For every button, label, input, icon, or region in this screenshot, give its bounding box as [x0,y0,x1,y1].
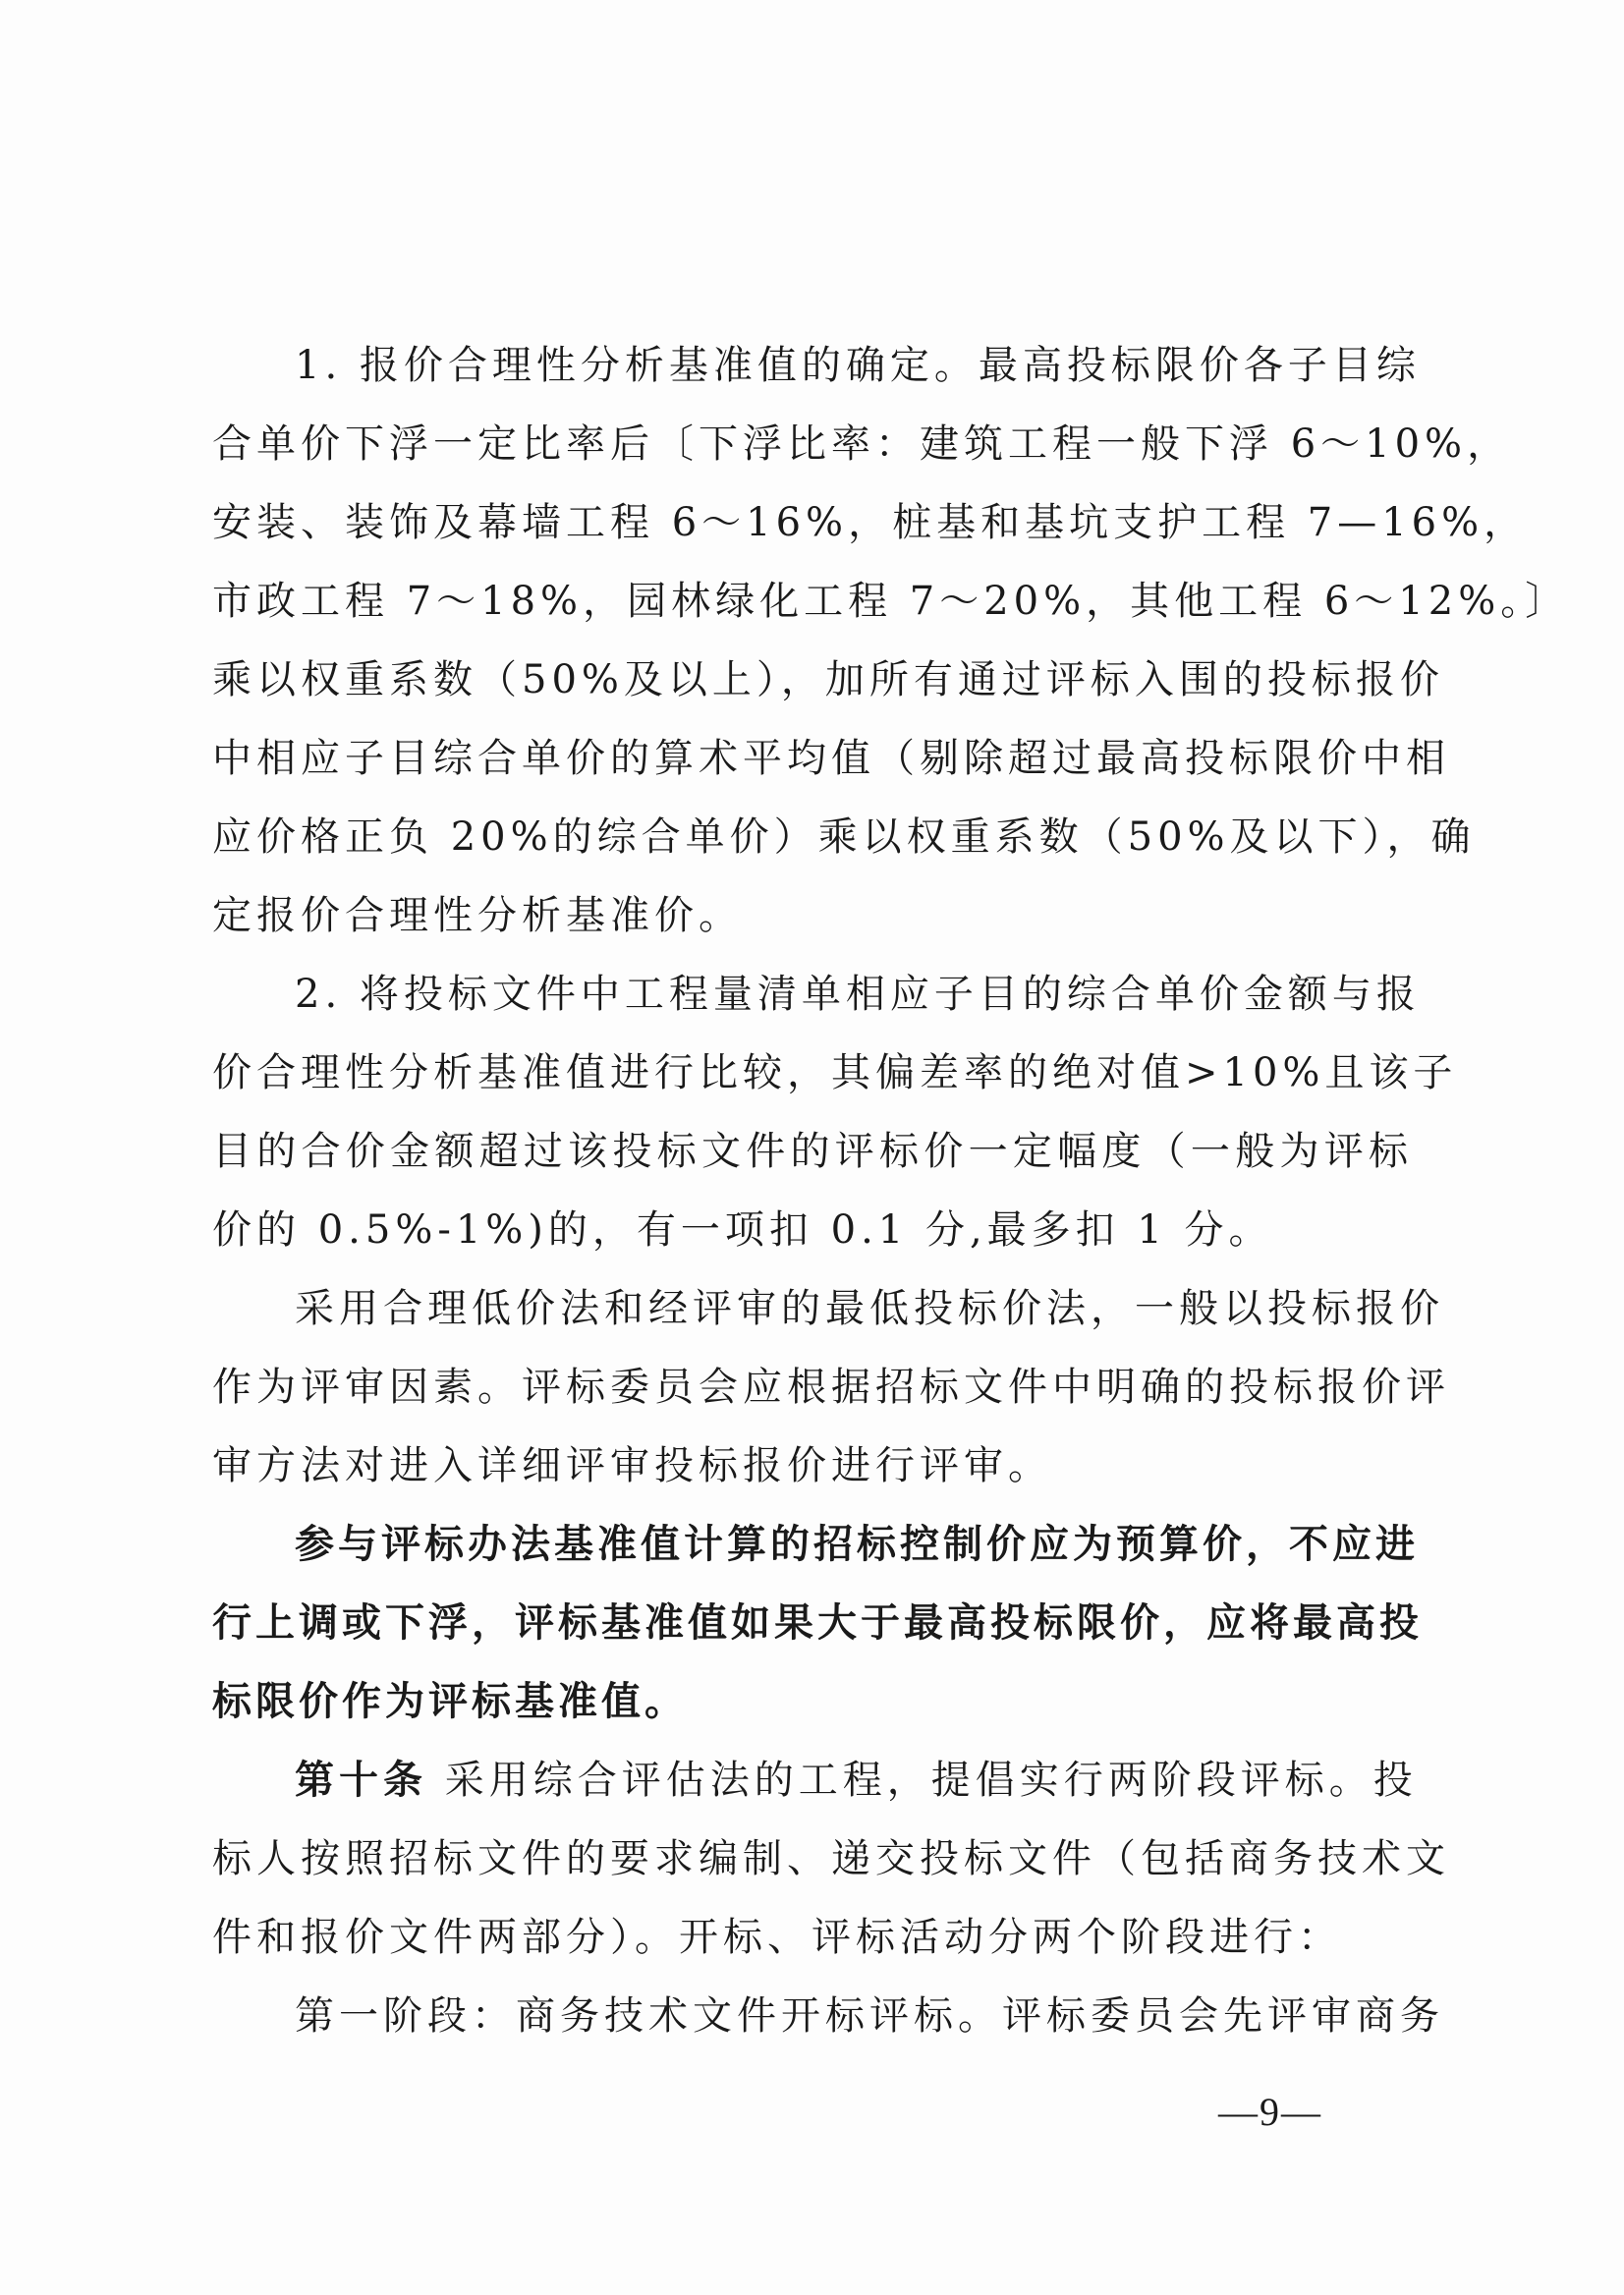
paragraph-first-stage [212,1977,1444,2055]
text-line: 安装、装饰及幕墙工程 6～16%，桩基和基坑支护工程 7—16%， [212,500,1529,545]
text-line: 合单价下浮一定比率后〔下浮比率：建筑工程一般下浮 6～10%， [212,421,1512,467]
paragraph-benchmark-determination [212,326,1570,955]
paragraph-unit-price-comparison [212,955,1458,1269]
text-line: 行上调或下浮，评标基准值如果大于最高投标限价，应将最高投 [212,1599,1423,1646]
paragraph-control-price-bold [212,1505,1423,1741]
text-line: 第一阶段：商务技术文件开标评标。评标委员会先评审商务 [295,1993,1444,2039]
text-line: 市政工程 7～18%，园林绿化工程 7～20%，其他工程 6～12%。〕 [212,579,1570,624]
text-line: 件和报价文件两部分）。开标、评标活动分两个阶段进行： [212,1915,1342,1960]
text-line [212,1741,1418,1819]
text-line: 价的 0.5%-1%)的，有一项扣 0.1 分,最多扣 1 分。 [212,1207,1273,1253]
article-text: 采用综合评估法的工程，提倡实行两阶段评标。投 [427,1758,1418,1803]
text-line: 作为评审因素。评标委员会应根据招标文件中明确的投标报价评 [212,1365,1450,1410]
page-number: —9— [1218,2090,1322,2134]
document-body [212,326,1570,2055]
text-line: 乘以权重系数（50%及以上），加所有通过评标入围的投标报价 [212,657,1444,702]
text-line: 应价格正负 20%的综合单价）乘以权重系数（50%及以下），确 [212,814,1476,860]
text-line: 审方法对进入详细评审投标报价进行评审。 [212,1443,1052,1488]
paragraph-article-ten [212,1741,1450,1977]
text-line: 采用合理低价法和经评审的最低投标价法，一般以投标报价 [295,1286,1444,1331]
text-line: 价合理性分析基准值进行比较，其偏差率的绝对值>10%且该子 [212,1050,1458,1095]
text-line: 标限价作为评标基准值。 [212,1678,688,1724]
text-line: 目的合价金额超过该投标文件的评标价一定幅度（一般为评标 [212,1129,1413,1174]
text-line: 中相应子目综合单价的算术平均值（剔除超过最高投标限价中相 [212,736,1450,781]
text-line: 2. 将投标文件中工程量清单相应子目的综合单价金额与报 [295,972,1421,1017]
text-line: 标人按照招标文件的要求编制、递交投标文件（包括商务技术文 [212,1836,1450,1881]
text-line: 1. 报价合理性分析基准值的确定。最高投标限价各子目综 [295,343,1421,388]
article-label: 第十条 [295,1757,427,1803]
text-line: 定报价合理性分析基准价。 [212,893,743,938]
text-line: 参与评标办法基准值计算的招标控制价应为预算价，不应进 [295,1521,1419,1567]
paragraph-low-price-method [212,1269,1450,1505]
